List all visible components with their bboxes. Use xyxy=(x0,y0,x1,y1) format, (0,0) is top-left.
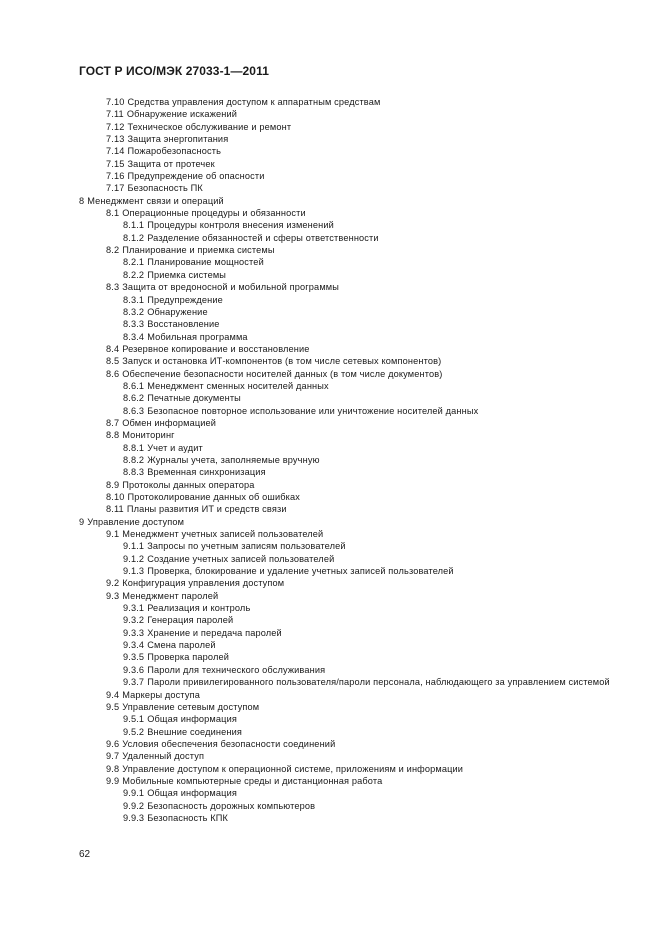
toc-entry-title: Запуск и остановка ИТ-компонентов (в том числе сетевых компонентов) xyxy=(122,356,442,367)
toc-entry-title: Пароли привилегированного пользователя/пароли персонала, наблюдающего за управлением системой xyxy=(147,677,610,688)
toc-entry-title: Менеджмент сменных носителей данных xyxy=(147,380,329,391)
toc-entry-number: 9.3.5 xyxy=(123,652,145,663)
toc-entry xyxy=(79,195,639,207)
toc-entry-number: 8.8.3 xyxy=(123,467,145,478)
toc-entry-title: Проверка, блокирование и удаление учетных записей пользователей xyxy=(147,566,454,577)
toc-entry xyxy=(79,256,639,268)
toc-entry xyxy=(79,516,639,528)
toc-entry-title: Защита от вредоносной и мобильной программы xyxy=(122,282,340,293)
toc-entry-title: Безопасность КПК xyxy=(147,812,229,823)
toc-entry-title: Общая информация xyxy=(147,788,237,799)
toc-entry xyxy=(79,417,639,429)
toc-entry-number: 9.5.2 xyxy=(123,726,145,737)
page-number: 62 xyxy=(79,849,91,860)
toc-entry-number: 7.17 xyxy=(106,183,125,194)
toc-entry-number: 8.2.2 xyxy=(123,269,145,280)
toc-entry-number: 8.1.1 xyxy=(123,220,145,231)
toc-entry-title: Операционные процедуры и обязанности xyxy=(122,208,306,219)
toc-entry-number: 9.9.1 xyxy=(123,788,145,799)
toc-entry xyxy=(79,133,639,145)
toc-entry xyxy=(79,108,639,120)
toc-entry xyxy=(79,182,639,194)
toc-entry-title: Безопасность дорожных компьютеров xyxy=(147,800,316,811)
toc-entry xyxy=(79,281,639,293)
toc-entry-title: Управление доступом к операционной системе, приложениям и информации xyxy=(122,763,464,774)
toc-entry-number: 8.9 xyxy=(106,479,120,490)
toc-entry xyxy=(79,763,639,775)
toc-entry-title: Маркеры доступа xyxy=(122,689,201,700)
toc-entry xyxy=(79,96,639,108)
toc-entry xyxy=(79,479,639,491)
toc-entry-number: 9.6 xyxy=(106,738,120,749)
toc-entry-number: 8.6.3 xyxy=(123,405,145,416)
toc-entry-number: 9.7 xyxy=(106,751,120,762)
toc-entry xyxy=(79,331,639,343)
toc-entry-title: Обнаружение искажений xyxy=(126,109,238,120)
toc-entry-title: Восстановление xyxy=(147,319,220,330)
toc-entry-number: 8.2 xyxy=(106,245,120,256)
toc-entry xyxy=(79,590,639,602)
toc-entry-title: Техническое обслуживание и ремонт xyxy=(127,121,292,132)
toc-entry xyxy=(79,429,639,441)
toc-entry-title: Временная синхронизация xyxy=(147,467,266,478)
toc-entry-number: 9.3.6 xyxy=(123,664,145,675)
toc-entry-title: Учет и аудит xyxy=(147,442,203,453)
toc-entry-number: 8.3.1 xyxy=(123,294,145,305)
toc-entry-title: Безопасное повторное использование или уничтожение носителей данных xyxy=(147,405,479,416)
toc-entry xyxy=(79,454,639,466)
toc-entry-number: 8.6 xyxy=(106,368,120,379)
toc-entry-title: Безопасность ПК xyxy=(127,183,203,194)
toc-entry xyxy=(79,405,639,417)
toc-entry-title: Пароли для технического обслуживания xyxy=(147,664,326,675)
toc-entry-number: 9.9 xyxy=(106,775,120,786)
toc-entry xyxy=(79,466,639,478)
toc-entry xyxy=(79,306,639,318)
toc-entry-title: Защита от протечек xyxy=(127,158,215,169)
toc-entry xyxy=(79,158,639,170)
toc-entry-title: Планирование мощностей xyxy=(147,257,264,268)
toc-entry-number: 7.13 xyxy=(106,134,125,145)
toc-entry-number: 8.3.2 xyxy=(123,306,145,317)
toc-entry-number: 9.5.1 xyxy=(123,714,145,725)
toc-entry xyxy=(79,232,639,244)
toc-entry-number: 9.1 xyxy=(106,529,120,540)
toc-entry-title: Планы развития ИТ и средств связи xyxy=(126,504,287,515)
toc-entry-number: 9.3.3 xyxy=(123,627,145,638)
toc-entry-title: Печатные документы xyxy=(147,393,241,404)
toc-entry-number: 8.1.2 xyxy=(123,232,145,243)
toc-entry-number: 9.3.2 xyxy=(123,615,145,626)
toc-entry-title: Общая информация xyxy=(147,714,237,725)
toc-entry xyxy=(79,800,639,812)
toc-entry-title: Запросы по учетным записям пользователей xyxy=(147,541,346,552)
toc-entry-title: Проверка паролей xyxy=(147,652,229,663)
toc-entry-title: Планирование и приемка системы xyxy=(122,245,275,256)
toc-entry-number: 9 xyxy=(79,516,85,527)
toc-entry-number: 8.3.3 xyxy=(123,319,145,330)
toc-entry-number: 7.14 xyxy=(106,146,125,157)
toc-entry-number: 7.16 xyxy=(106,171,125,182)
toc-entry xyxy=(79,318,639,330)
toc-entry-number: 8.5 xyxy=(106,356,120,367)
toc-entry-number: 7.11 xyxy=(106,109,124,120)
toc-entry xyxy=(79,219,639,231)
toc-entry-number: 8.3.4 xyxy=(123,331,145,342)
toc-entry-title: Протоколирование данных об ошибках xyxy=(127,492,301,502)
toc-entry-number: 8.10 xyxy=(106,492,125,502)
toc-entry-title: Обмен информацией xyxy=(122,417,217,428)
toc-entry-number: 8.3 xyxy=(106,282,120,293)
toc-entry-title: Управление доступом xyxy=(87,516,185,527)
toc-entry xyxy=(79,269,639,281)
toc-entry-title: Создание учетных записей пользователей xyxy=(147,553,335,564)
toc-entry-title: Условия обеспечения безопасности соединений xyxy=(122,738,336,749)
toc-entry-title: Защита энергопитания xyxy=(127,134,229,145)
toc-entry-number: 9.5 xyxy=(106,701,120,712)
toc-entry-number: 7.12 xyxy=(106,121,125,132)
toc-entry-number: 9.3.4 xyxy=(123,640,145,651)
toc-entry-title: Разделение обязанностей и сферы ответственности xyxy=(147,232,379,243)
toc-entry-number: 8.8 xyxy=(106,430,120,441)
toc-entry-title: Реализация и контроль xyxy=(147,603,251,614)
toc-entry-title: Удаленный доступ xyxy=(122,751,205,762)
toc-entry xyxy=(123,676,639,688)
toc-entry xyxy=(79,294,639,306)
toc-entry-number: 7.10 xyxy=(106,97,125,107)
toc-entry-number: 8.11 xyxy=(106,504,124,515)
toc-entry-number: 8.6.2 xyxy=(123,393,145,404)
toc-entry-number: 8 xyxy=(79,195,85,206)
toc-entry-title: Генерация паролей xyxy=(147,615,234,626)
toc-entry xyxy=(79,577,639,589)
toc-entry-number: 9.9.3 xyxy=(123,812,145,823)
toc-entry xyxy=(79,244,639,256)
toc-entry-title: Управление сетевым доступом xyxy=(122,701,260,712)
toc-entry xyxy=(79,812,639,824)
toc-entry xyxy=(79,145,639,157)
table-of-contents xyxy=(79,96,639,824)
toc-entry xyxy=(79,701,639,713)
toc-entry xyxy=(79,343,639,355)
toc-entry-title: Процедуры контроля внесения изменений xyxy=(147,220,334,231)
toc-entry xyxy=(79,775,639,787)
toc-entry xyxy=(79,627,639,639)
toc-entry xyxy=(79,553,639,565)
toc-entry-number: 9.3.7 xyxy=(123,677,145,688)
toc-entry-number: 9.9.2 xyxy=(123,800,145,811)
toc-entry-number: 8.8.2 xyxy=(123,454,145,465)
toc-entry-number: 8.4 xyxy=(106,343,120,354)
toc-entry-title: Смена паролей xyxy=(147,640,216,651)
toc-entry-title: Предупреждение об опасности xyxy=(127,171,265,182)
toc-entry-number: 9.1.2 xyxy=(123,553,145,564)
toc-entry xyxy=(79,368,639,380)
toc-entry-title: Мобильная программа xyxy=(147,331,248,342)
toc-entry-number: 9.1.3 xyxy=(123,566,145,577)
toc-entry-title: Обеспечение безопасности носителей данных (в том числе документов) xyxy=(122,368,443,379)
toc-entry xyxy=(79,170,639,182)
toc-entry-number: 8.8.1 xyxy=(123,442,145,453)
toc-entry xyxy=(79,738,639,750)
toc-entry-title: Предупреждение xyxy=(147,294,223,305)
toc-entry xyxy=(79,726,639,738)
toc-entry xyxy=(79,540,639,552)
toc-entry xyxy=(79,503,639,515)
toc-entry xyxy=(79,380,639,392)
toc-entry-title: Резервное копирование и восстановление xyxy=(122,343,310,354)
toc-entry-number: 9.1.1 xyxy=(123,541,145,552)
toc-entry xyxy=(79,491,639,503)
toc-entry xyxy=(79,207,639,219)
toc-entry-number: 9.4 xyxy=(106,689,120,700)
toc-entry xyxy=(79,392,639,404)
toc-entry-title: Протоколы данных оператора xyxy=(122,479,255,490)
toc-entry xyxy=(79,602,639,614)
toc-entry-number: 8.7 xyxy=(106,417,120,428)
toc-entry-number: 9.8 xyxy=(106,763,120,774)
toc-entry xyxy=(79,614,639,626)
toc-entry-number: 8.6.1 xyxy=(123,380,145,391)
toc-entry xyxy=(79,121,639,133)
toc-entry-title: Обнаружение xyxy=(147,306,208,317)
toc-entry-number: 7.15 xyxy=(106,158,125,169)
toc-entry-title: Внешние соединения xyxy=(147,726,243,737)
toc-entry-title: Конфигурация управления доступом xyxy=(122,578,285,589)
toc-entry-number: 9.2 xyxy=(106,578,120,589)
toc-entry xyxy=(79,355,639,367)
toc-entry xyxy=(79,689,639,701)
toc-entry-number: 9.3.1 xyxy=(123,603,145,614)
toc-entry-title: Хранение и передача паролей xyxy=(147,627,282,638)
toc-entry xyxy=(79,713,639,725)
toc-entry-title: Приемка системы xyxy=(147,269,227,280)
toc-entry xyxy=(79,787,639,799)
toc-entry-number: 8.1 xyxy=(106,208,120,219)
toc-entry-title: Менеджмент учетных записей пользователей xyxy=(122,529,324,540)
toc-entry-number: 8.2.1 xyxy=(123,257,145,268)
toc-entry-title: Менеджмент паролей xyxy=(122,590,219,601)
toc-entry xyxy=(79,565,639,577)
toc-entry-title: Пожаробезопасность xyxy=(127,146,222,157)
toc-entry-title: Журналы учета, заполняемые вручную xyxy=(147,454,320,465)
toc-entry-title: Мобильные компьютерные среды и дистанционная работа xyxy=(122,775,383,786)
toc-entry xyxy=(79,639,639,651)
toc-entry xyxy=(79,528,639,540)
toc-entry-title: Мониторинг xyxy=(122,430,175,441)
toc-entry-title: Средства управления доступом к аппаратным средствам xyxy=(127,97,381,107)
toc-entry xyxy=(79,664,639,676)
toc-entry-number: 9.3 xyxy=(106,590,120,601)
toc-entry xyxy=(79,442,639,454)
document-header: ГОСТ Р ИСО/МЭК 27033-1—2011 xyxy=(79,64,269,78)
toc-entry xyxy=(79,750,639,762)
toc-entry-title: Менеджмент связи и операций xyxy=(87,195,224,206)
toc-entry xyxy=(79,651,639,663)
